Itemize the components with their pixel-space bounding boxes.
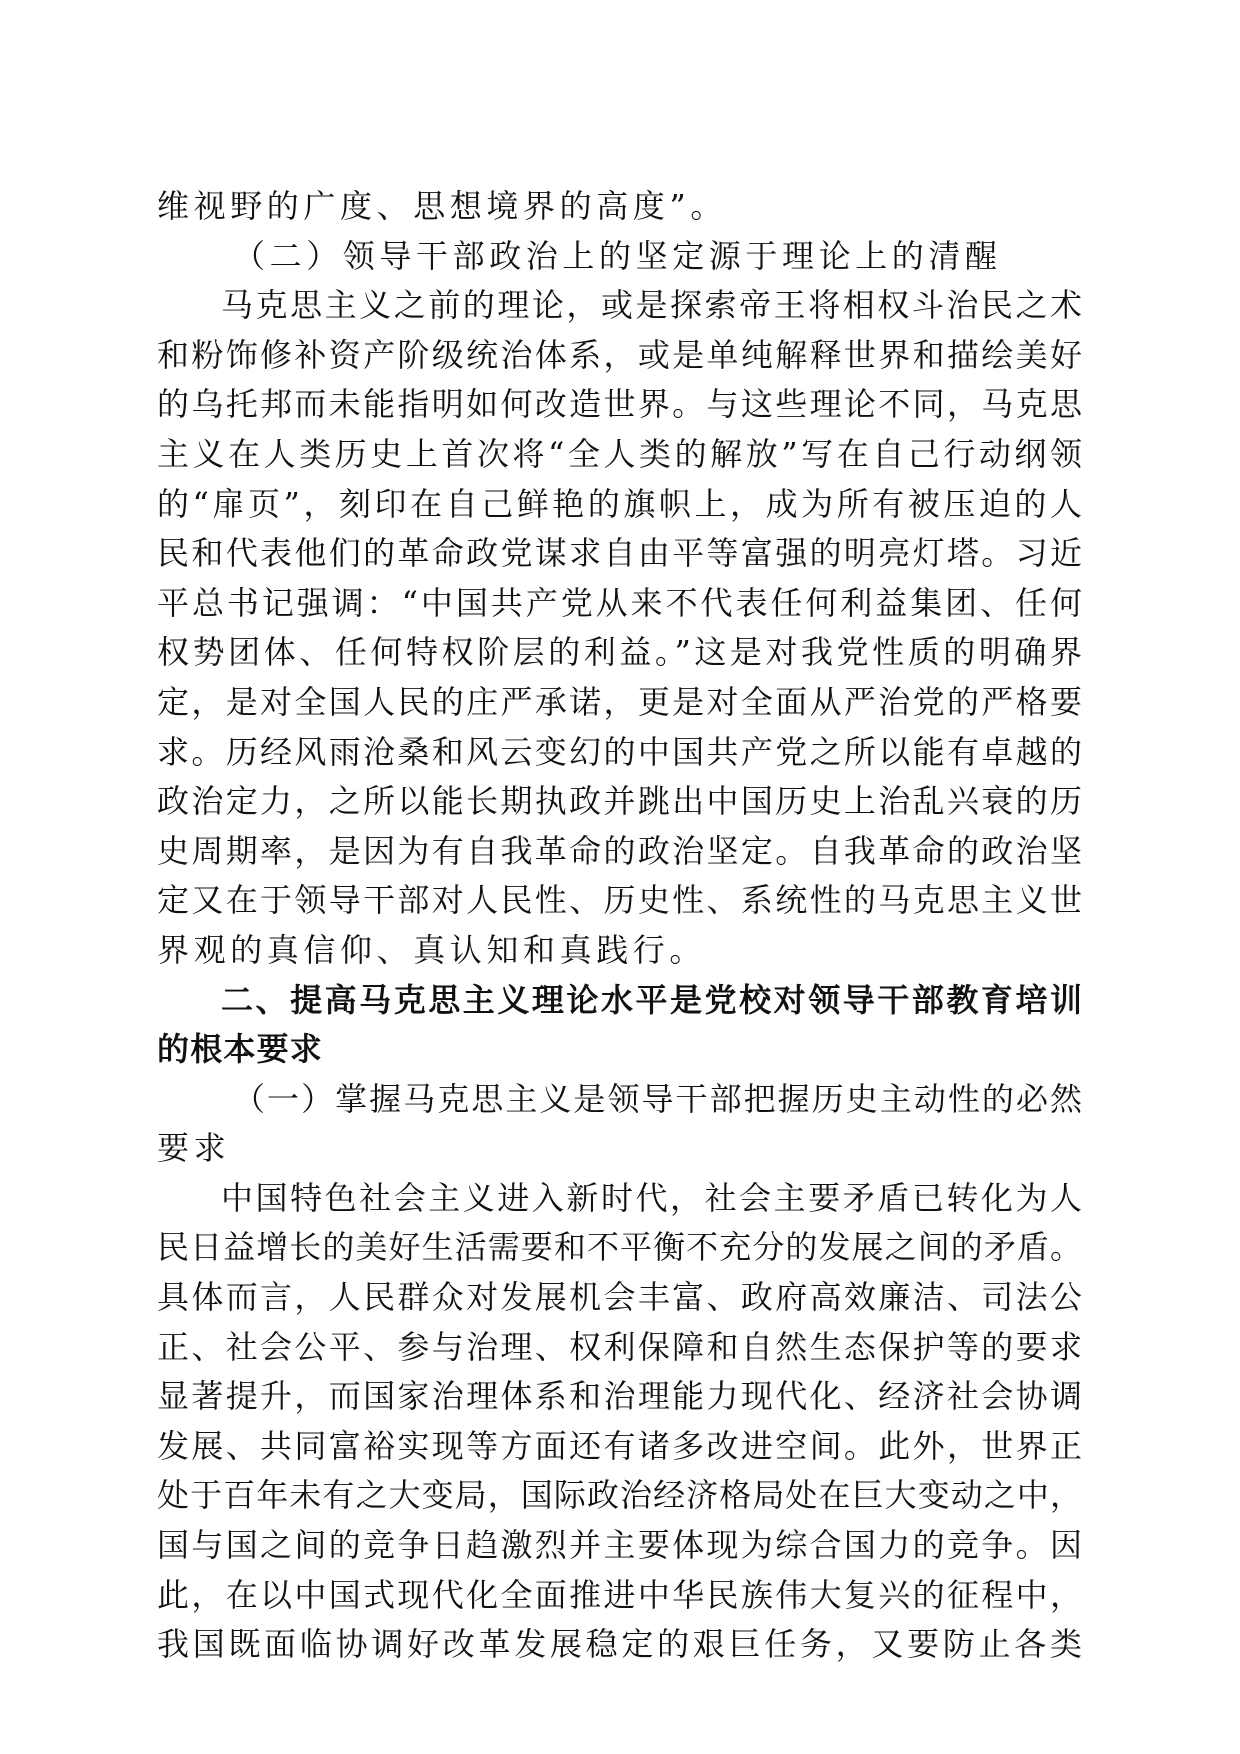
paragraph-line: 政治定力，之所以能长期执政并跳出中国历史上治乱兴衰的历 <box>157 782 1082 821</box>
paragraph-line: 具体而言，人民群众对发展机会丰富、政府高效廉洁、司法公 <box>157 1278 1082 1317</box>
paragraph-line: 正、社会公平、参与治理、权利保障和自然生态保护等的要求 <box>157 1327 1082 1366</box>
paragraph-line: 平总书记强调：“中国共产党从来不代表任何利益集团、任何 <box>157 583 1082 622</box>
section-heading-continued: 的根本要求 <box>157 1030 324 1069</box>
paragraph-line: 的“扉页”，刻印在自己鲜艳的旗帜上，成为所有被压迫的人 <box>157 484 1082 523</box>
subsection-heading: （二）领导干部政治上的坚定源于理论上的清醒 <box>233 236 1002 275</box>
paragraph-line: 维视野的广度、思想境界的高度”。 <box>157 187 727 225</box>
paragraph-line: 马克思主义之前的理论，或是探索帝王将相权斗治民之术 <box>221 286 1082 325</box>
paragraph-line: 的乌托邦而未能指明如何改造世界。与这些理论不同，马克思 <box>157 385 1082 424</box>
subsection-heading: （一）掌握马克思主义是领导干部把握历史主动性的必然 <box>233 1079 1082 1118</box>
subsection-heading-continued: 要求 <box>157 1129 231 1168</box>
paragraph-line: 国与国之间的竞争日趋激烈并主要体现为综合国力的竞争。因 <box>157 1526 1082 1565</box>
paragraph-line: 定又在于领导干部对人民性、历史性、系统性的马克思主义世 <box>157 881 1082 920</box>
paragraph-line: 权势团体、任何特权阶层的利益。”这是对我党性质的明确界 <box>157 633 1082 672</box>
section-heading: 二、提高马克思主义理论水平是党校对领导干部教育培训 <box>221 980 1082 1019</box>
paragraph-line: 民日益增长的美好生活需要和不平衡不充分的发展之间的矛盾。 <box>157 1228 1082 1267</box>
paragraph-line: 定，是对全国人民的庄严承诺，更是对全面从严治党的严格要 <box>157 682 1082 721</box>
paragraph-line: 中国特色社会主义进入新时代，社会主要矛盾已转化为人 <box>221 1178 1082 1217</box>
paragraph-line: 史周期率，是因为有自我革命的政治坚定。自我革命的政治坚 <box>157 831 1082 870</box>
paragraph-line: 发展、共同富裕实现等方面还有诸多改进空间。此外，世界正 <box>157 1426 1082 1465</box>
body-text <box>157 182 1082 1670</box>
paragraph-line: 主义在人类历史上首次将“全人类的解放”写在自己行动纲领 <box>157 434 1082 473</box>
paragraph-line: 显著提升，而国家治理体系和治理能力现代化、经济社会协调 <box>157 1377 1082 1416</box>
paragraph-line: 此，在以中国式现代化全面推进中华民族伟大复兴的征程中， <box>157 1575 1082 1614</box>
paragraph-line: 我国既面临协调好改革发展稳定的艰巨任务，又要防止各类 <box>157 1625 1082 1664</box>
paragraph-line: 界观的真信仰、真认知和真践行。 <box>157 930 707 969</box>
paragraph-line: 处于百年未有之大变局，国际政治经济格局处在巨大变动之中， <box>157 1476 1082 1515</box>
paragraph-line: 和粉饰修补资产阶级统治体系，或是单纯解释世界和描绘美好 <box>157 335 1082 374</box>
paragraph-line: 求。历经风雨沧桑和风云变幻的中国共产党之所以能有卓越的 <box>157 732 1082 771</box>
paragraph-line: 民和代表他们的革命政党谋求自由平等富强的明亮灯塔。习近 <box>157 534 1082 573</box>
